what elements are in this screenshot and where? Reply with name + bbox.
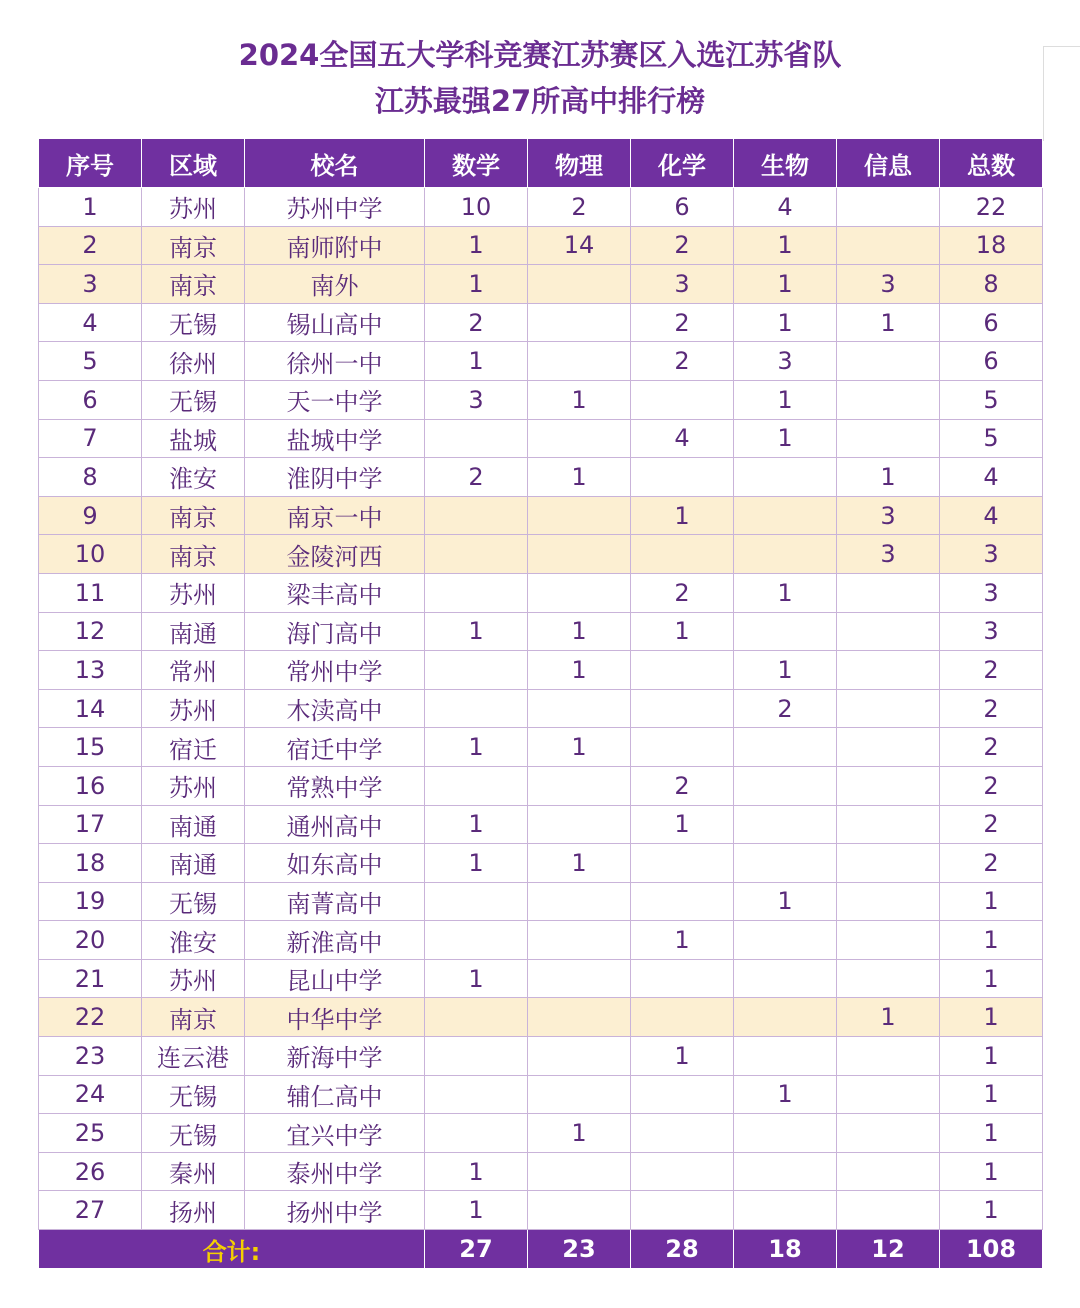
cell-total: 18 (940, 226, 1043, 265)
cell-physics (528, 1152, 631, 1191)
cell-physics (528, 1075, 631, 1114)
cell-region: 苏州 (142, 188, 245, 227)
decorative-corner (1043, 46, 1080, 141)
cell-chemistry (631, 651, 734, 690)
cell-physics: 1 (528, 458, 631, 497)
cell-math (425, 651, 528, 690)
cell-total: 1 (940, 1037, 1043, 1076)
cell-math: 3 (425, 380, 528, 419)
cell-biology (734, 921, 837, 960)
cell-math (425, 882, 528, 921)
cell-region: 南京 (142, 998, 245, 1037)
cell-region: 无锡 (142, 303, 245, 342)
cell-school: 昆山中学 (245, 959, 425, 998)
cell-biology: 3 (734, 342, 837, 381)
cell-chemistry: 6 (631, 188, 734, 227)
table-row (39, 188, 1043, 227)
table-row (39, 844, 1043, 883)
header-col-chemistry: 化学 (631, 139, 734, 188)
table-row (39, 496, 1043, 535)
cell-physics (528, 496, 631, 535)
cell-chemistry: 2 (631, 342, 734, 381)
header-col-physics: 物理 (528, 139, 631, 188)
table-row (39, 535, 1043, 574)
cell-math (425, 535, 528, 574)
table-row (39, 342, 1043, 381)
total-biology: 18 (734, 1230, 837, 1269)
cell-informatics (837, 1152, 940, 1191)
cell-biology (734, 458, 837, 497)
cell-biology: 1 (734, 651, 837, 690)
header-col-math: 数学 (425, 139, 528, 188)
cell-informatics (837, 921, 940, 960)
table-row (39, 380, 1043, 419)
cell-biology: 4 (734, 188, 837, 227)
table-row (39, 805, 1043, 844)
cell-school: 南师附中 (245, 226, 425, 265)
cell-rank: 17 (39, 805, 142, 844)
table-row (39, 265, 1043, 304)
cell-region: 无锡 (142, 1114, 245, 1153)
cell-total: 2 (940, 766, 1043, 805)
total-physics: 23 (528, 1230, 631, 1269)
cell-total: 4 (940, 458, 1043, 497)
cell-school: 金陵河西 (245, 535, 425, 574)
cell-informatics (837, 342, 940, 381)
cell-total: 2 (940, 728, 1043, 767)
cell-biology (734, 766, 837, 805)
cell-math: 1 (425, 1152, 528, 1191)
cell-rank: 3 (39, 265, 142, 304)
table-row (39, 651, 1043, 690)
cell-math: 10 (425, 188, 528, 227)
table-row (39, 573, 1043, 612)
cell-region: 盐城 (142, 419, 245, 458)
cell-physics: 2 (528, 188, 631, 227)
cell-physics: 14 (528, 226, 631, 265)
cell-biology (734, 496, 837, 535)
cell-region: 南通 (142, 612, 245, 651)
cell-physics (528, 882, 631, 921)
cell-physics (528, 689, 631, 728)
cell-informatics (837, 612, 940, 651)
cell-total: 8 (940, 265, 1043, 304)
cell-physics (528, 998, 631, 1037)
header-col-school: 校名 (245, 139, 425, 188)
cell-biology: 1 (734, 1075, 837, 1114)
cell-physics (528, 921, 631, 960)
cell-math: 1 (425, 728, 528, 767)
cell-chemistry (631, 844, 734, 883)
cell-rank: 15 (39, 728, 142, 767)
cell-school: 泰州中学 (245, 1152, 425, 1191)
cell-rank: 22 (39, 998, 142, 1037)
cell-rank: 9 (39, 496, 142, 535)
cell-physics (528, 303, 631, 342)
cell-region: 南京 (142, 535, 245, 574)
cell-total: 4 (940, 496, 1043, 535)
cell-school: 通州高中 (245, 805, 425, 844)
cell-math (425, 766, 528, 805)
cell-chemistry: 1 (631, 496, 734, 535)
cell-biology: 1 (734, 882, 837, 921)
table-row (39, 303, 1043, 342)
cell-physics (528, 265, 631, 304)
cell-total: 1 (940, 1191, 1043, 1230)
cell-math: 1 (425, 959, 528, 998)
cell-biology (734, 959, 837, 998)
cell-informatics: 3 (837, 265, 940, 304)
cell-math: 1 (425, 844, 528, 883)
cell-informatics: 3 (837, 496, 940, 535)
cell-region: 无锡 (142, 882, 245, 921)
cell-biology (734, 1191, 837, 1230)
cell-chemistry (631, 728, 734, 767)
cell-rank: 2 (39, 226, 142, 265)
cell-math (425, 689, 528, 728)
cell-total: 2 (940, 844, 1043, 883)
cell-region: 苏州 (142, 766, 245, 805)
cell-school: 天一中学 (245, 380, 425, 419)
cell-region: 南通 (142, 805, 245, 844)
cell-chemistry (631, 1114, 734, 1153)
cell-rank: 10 (39, 535, 142, 574)
table-row (39, 1152, 1043, 1191)
cell-informatics: 3 (837, 535, 940, 574)
cell-rank: 26 (39, 1152, 142, 1191)
cell-total: 5 (940, 380, 1043, 419)
cell-rank: 20 (39, 921, 142, 960)
cell-informatics (837, 651, 940, 690)
cell-total: 1 (940, 998, 1043, 1037)
cell-school: 中华中学 (245, 998, 425, 1037)
cell-biology: 1 (734, 419, 837, 458)
table-total-row (39, 1230, 1043, 1269)
cell-math (425, 1075, 528, 1114)
cell-physics: 1 (528, 651, 631, 690)
cell-chemistry: 3 (631, 265, 734, 304)
cell-rank: 8 (39, 458, 142, 497)
cell-informatics (837, 226, 940, 265)
cell-informatics (837, 380, 940, 419)
cell-rank: 18 (39, 844, 142, 883)
cell-informatics (837, 1075, 940, 1114)
cell-rank: 12 (39, 612, 142, 651)
table-row (39, 458, 1043, 497)
total-math: 27 (425, 1230, 528, 1269)
cell-physics (528, 959, 631, 998)
cell-biology: 1 (734, 573, 837, 612)
title-block (0, 32, 1080, 124)
cell-physics (528, 535, 631, 574)
cell-rank: 23 (39, 1037, 142, 1076)
cell-math (425, 496, 528, 535)
cell-biology: 1 (734, 226, 837, 265)
page-subtitle: 江苏最强27所高中排行榜 (374, 84, 706, 118)
cell-informatics (837, 728, 940, 767)
cell-total: 1 (940, 1075, 1043, 1114)
cell-region: 无锡 (142, 1075, 245, 1114)
cell-informatics (837, 573, 940, 612)
cell-chemistry: 2 (631, 226, 734, 265)
cell-rank: 7 (39, 419, 142, 458)
cell-chemistry (631, 380, 734, 419)
table-row (39, 1191, 1043, 1230)
cell-school: 海门高中 (245, 612, 425, 651)
header-col-informatics: 信息 (837, 139, 940, 188)
cell-total: 1 (940, 1114, 1043, 1153)
cell-school: 新淮高中 (245, 921, 425, 960)
cell-informatics (837, 1114, 940, 1153)
cell-chemistry: 1 (631, 612, 734, 651)
header-col-region: 区域 (142, 139, 245, 188)
cell-informatics (837, 689, 940, 728)
cell-biology (734, 998, 837, 1037)
total-chemistry: 28 (631, 1230, 734, 1269)
table-row (39, 1114, 1043, 1153)
cell-school: 宜兴中学 (245, 1114, 425, 1153)
table-row (39, 728, 1043, 767)
cell-physics: 1 (528, 612, 631, 651)
cell-region: 秦州 (142, 1152, 245, 1191)
cell-region: 淮安 (142, 458, 245, 497)
header-col-total: 总数 (940, 139, 1043, 188)
table-header-row (39, 139, 1043, 188)
cell-region: 无锡 (142, 380, 245, 419)
cell-school: 苏州中学 (245, 188, 425, 227)
cell-rank: 24 (39, 1075, 142, 1114)
header-col-biology: 生物 (734, 139, 837, 188)
cell-school: 南京一中 (245, 496, 425, 535)
total-informatics: 12 (837, 1230, 940, 1269)
cell-school: 宿迁中学 (245, 728, 425, 767)
cell-physics (528, 419, 631, 458)
cell-school: 梁丰高中 (245, 573, 425, 612)
cell-math (425, 573, 528, 612)
cell-informatics (837, 959, 940, 998)
cell-total: 2 (940, 651, 1043, 690)
cell-math (425, 921, 528, 960)
ranking-table (38, 138, 1043, 1269)
table-row (39, 226, 1043, 265)
cell-biology (734, 728, 837, 767)
cell-region: 苏州 (142, 959, 245, 998)
cell-informatics: 1 (837, 303, 940, 342)
cell-rank: 27 (39, 1191, 142, 1230)
cell-chemistry: 1 (631, 805, 734, 844)
cell-math: 1 (425, 265, 528, 304)
cell-biology: 1 (734, 303, 837, 342)
table-row (39, 1075, 1043, 1114)
cell-informatics (837, 419, 940, 458)
cell-chemistry: 2 (631, 766, 734, 805)
cell-chemistry (631, 689, 734, 728)
cell-total: 1 (940, 959, 1043, 998)
cell-total: 22 (940, 188, 1043, 227)
cell-informatics (837, 805, 940, 844)
cell-informatics (837, 1037, 940, 1076)
cell-region: 苏州 (142, 573, 245, 612)
cell-region: 南京 (142, 496, 245, 535)
cell-region: 连云港 (142, 1037, 245, 1076)
cell-chemistry (631, 998, 734, 1037)
cell-chemistry (631, 1075, 734, 1114)
cell-math: 2 (425, 458, 528, 497)
cell-informatics: 1 (837, 998, 940, 1037)
cell-informatics (837, 844, 940, 883)
cell-school: 扬州中学 (245, 1191, 425, 1230)
cell-math: 1 (425, 612, 528, 651)
cell-school: 如东高中 (245, 844, 425, 883)
cell-total: 2 (940, 805, 1043, 844)
cell-region: 南京 (142, 226, 245, 265)
cell-chemistry (631, 1152, 734, 1191)
cell-math: 2 (425, 303, 528, 342)
cell-rank: 5 (39, 342, 142, 381)
cell-informatics (837, 766, 940, 805)
table-body (39, 188, 1043, 1230)
cell-rank: 21 (39, 959, 142, 998)
cell-school: 辅仁高中 (245, 1075, 425, 1114)
cell-rank: 19 (39, 882, 142, 921)
cell-school: 南菁高中 (245, 882, 425, 921)
cell-region: 常州 (142, 651, 245, 690)
table-row (39, 882, 1043, 921)
cell-region: 南通 (142, 844, 245, 883)
cell-math: 1 (425, 226, 528, 265)
cell-school: 锡山高中 (245, 303, 425, 342)
cell-chemistry (631, 959, 734, 998)
cell-rank: 14 (39, 689, 142, 728)
cell-rank: 6 (39, 380, 142, 419)
cell-biology (734, 844, 837, 883)
cell-physics (528, 1191, 631, 1230)
cell-total: 3 (940, 573, 1043, 612)
cell-informatics (837, 1191, 940, 1230)
cell-total: 6 (940, 342, 1043, 381)
cell-math (425, 998, 528, 1037)
cell-biology: 1 (734, 380, 837, 419)
cell-rank: 25 (39, 1114, 142, 1153)
cell-school: 南外 (245, 265, 425, 304)
cell-informatics (837, 188, 940, 227)
cell-physics (528, 805, 631, 844)
cell-region: 扬州 (142, 1191, 245, 1230)
total-label: 合计: (39, 1230, 425, 1269)
cell-physics (528, 1037, 631, 1076)
table-row (39, 1037, 1043, 1076)
cell-chemistry (631, 1191, 734, 1230)
cell-biology (734, 1152, 837, 1191)
cell-biology: 2 (734, 689, 837, 728)
table-row (39, 998, 1043, 1037)
table-row (39, 921, 1043, 960)
table-row (39, 766, 1043, 805)
cell-rank: 4 (39, 303, 142, 342)
cell-school: 徐州一中 (245, 342, 425, 381)
cell-total: 1 (940, 921, 1043, 960)
table-row (39, 689, 1043, 728)
cell-total: 6 (940, 303, 1043, 342)
cell-physics: 1 (528, 380, 631, 419)
cell-math: 1 (425, 342, 528, 381)
cell-math (425, 1037, 528, 1076)
cell-informatics (837, 882, 940, 921)
cell-total: 2 (940, 689, 1043, 728)
cell-physics (528, 766, 631, 805)
cell-math (425, 419, 528, 458)
cell-school: 淮阴中学 (245, 458, 425, 497)
cell-total: 5 (940, 419, 1043, 458)
cell-rank: 13 (39, 651, 142, 690)
cell-biology (734, 805, 837, 844)
cell-school: 新海中学 (245, 1037, 425, 1076)
total-sum: 108 (940, 1230, 1043, 1269)
cell-school: 木渎高中 (245, 689, 425, 728)
cell-physics: 1 (528, 1114, 631, 1153)
cell-region: 苏州 (142, 689, 245, 728)
cell-physics (528, 342, 631, 381)
header-col-rank: 序号 (39, 139, 142, 188)
cell-rank: 16 (39, 766, 142, 805)
cell-biology (734, 1114, 837, 1153)
cell-region: 徐州 (142, 342, 245, 381)
cell-chemistry (631, 535, 734, 574)
cell-biology: 1 (734, 265, 837, 304)
cell-biology (734, 535, 837, 574)
cell-math: 1 (425, 1191, 528, 1230)
cell-chemistry: 1 (631, 1037, 734, 1076)
cell-school: 常州中学 (245, 651, 425, 690)
cell-total: 1 (940, 882, 1043, 921)
table-row (39, 419, 1043, 458)
table-row (39, 612, 1043, 651)
cell-region: 宿迁 (142, 728, 245, 767)
cell-math: 1 (425, 805, 528, 844)
cell-physics: 1 (528, 844, 631, 883)
page-title: 2024全国五大学科竞赛江苏赛区入选江苏省队 (238, 38, 842, 72)
cell-region: 南京 (142, 265, 245, 304)
cell-biology (734, 612, 837, 651)
cell-physics (528, 573, 631, 612)
cell-informatics: 1 (837, 458, 940, 497)
cell-biology (734, 1037, 837, 1076)
cell-rank: 1 (39, 188, 142, 227)
cell-chemistry: 2 (631, 303, 734, 342)
cell-total: 3 (940, 535, 1043, 574)
cell-chemistry: 2 (631, 573, 734, 612)
cell-school: 常熟中学 (245, 766, 425, 805)
cell-school: 盐城中学 (245, 419, 425, 458)
cell-math (425, 1114, 528, 1153)
cell-chemistry: 4 (631, 419, 734, 458)
cell-chemistry: 1 (631, 921, 734, 960)
cell-total: 1 (940, 1152, 1043, 1191)
cell-total: 3 (940, 612, 1043, 651)
cell-chemistry (631, 458, 734, 497)
table-row (39, 959, 1043, 998)
cell-chemistry (631, 882, 734, 921)
cell-physics: 1 (528, 728, 631, 767)
cell-rank: 11 (39, 573, 142, 612)
cell-region: 淮安 (142, 921, 245, 960)
